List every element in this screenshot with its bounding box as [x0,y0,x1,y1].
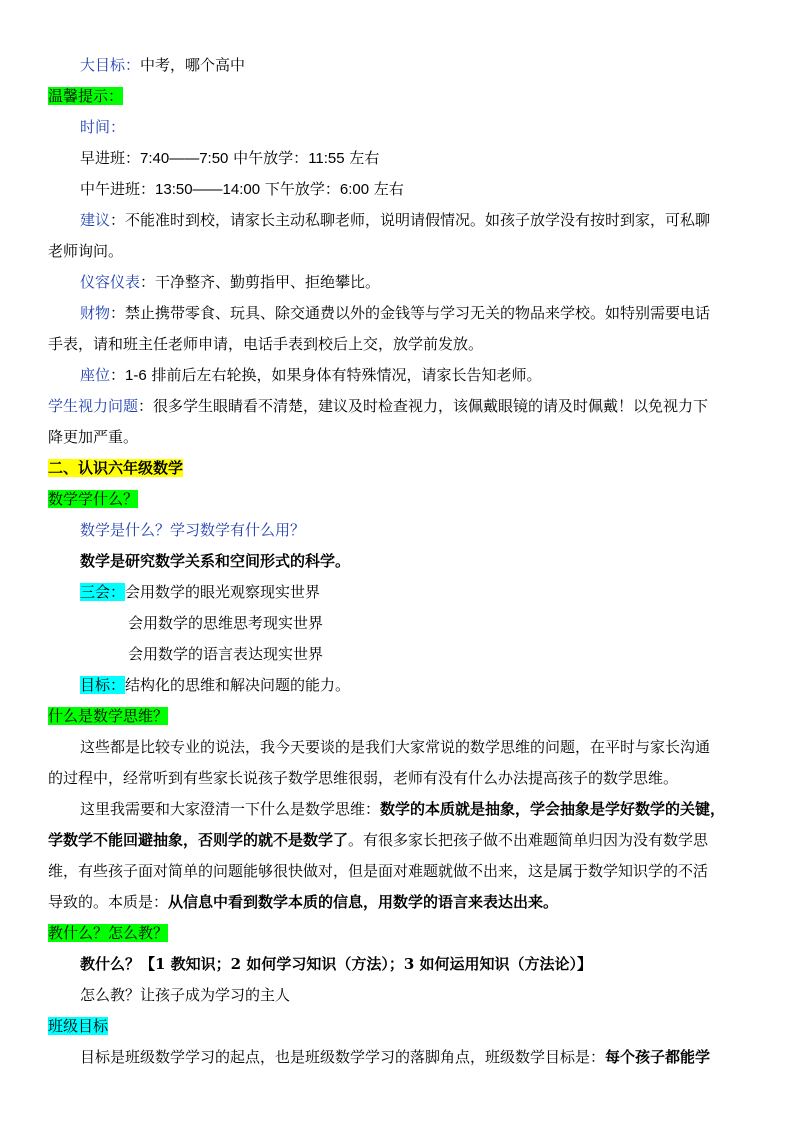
early-class-time2: 11:55 [308,150,345,167]
reminder-heading: 温馨提示： [48,87,124,105]
target-text: 结构化的思维和解决问题的能力。 [125,676,351,694]
para2-text-1-plain: 这里我需要和大家澄清一下什么是数学思维： [80,800,381,818]
belongings-label: 财物 [80,304,111,322]
advice-label: 建议 [80,211,111,229]
belongings-line-2 [48,329,758,360]
class-goal-bold: 每个孩子都能学 [605,1048,711,1066]
advice-line-1 [48,205,758,236]
early-class-mid: 中午放学： [228,149,309,167]
reminder-heading-line [48,81,758,112]
para2-line-1 [48,794,758,825]
math-thinking-heading-line [48,701,758,732]
para2-text-4-bold: 从信息中看到数学本质的信息，用数学的语言来表达出来。 [168,893,559,911]
para1-text-2: 的过程中，经常听到有些家长说孩子数学思维很弱，老师有没有什么办法提高孩子的数学思维。 [48,769,679,787]
class-goal-heading-line [48,1011,758,1042]
appearance-label: 仪容仪表 [80,273,141,291]
appearance-line [48,267,758,298]
belongings-text-2: 手表，请和班主任老师申请，电话手表到校后上交，放学前发放。 [48,335,484,353]
goal-line [48,50,758,81]
para2-line-4 [48,887,758,918]
three-abilities-item-3: 会用数学的语言表达现实世界 [128,645,324,663]
three-abilities-line-2 [48,608,758,639]
goal-sep: ： [125,56,141,74]
early-class-time: 7:40——7:50 [140,150,229,167]
teach-heading: 教什么？怎么教？ [48,924,169,942]
document-page [48,50,758,1073]
early-class-line [48,143,758,174]
para2-line-2 [48,825,758,856]
class-goal-heading: 班级目标 [48,1017,109,1035]
eyesight-text-1: ：很多学生眼睛看不清楚，建议及时检查视力，该佩戴眼镜的请及时佩戴！以免视力下 [138,397,709,415]
belongings-line-1 [48,298,758,329]
para2-text-2-plain: 。有很多家长把孩子做不出难题简单归因为没有数学思 [348,831,709,849]
seat-text: 排前后左右轮换，如果身体有特殊情况，请家长告知老师。 [146,366,542,384]
para2-text-3: 维，有些孩子面对简单的问题能够很快做对，但是面对难题就做不出来，这是属于数学知识学的不活 [48,862,709,880]
math-definition: 数学是研究数学关系和空间形式的科学。 [80,552,351,570]
eyesight-line-2 [48,422,758,453]
class-goal-plain: 目标是班级数学学习的起点，也是班级数学学习的落脚角点，班级数学目标是： [80,1048,606,1066]
teach-heading-line [48,918,758,949]
belongings-text-1: ：禁止携带零食、玩具、除交通费以外的金钱等与学习无关的物品来学校。如特别需要电话 [110,304,711,322]
appearance-text: ：干净整齐、勤剪指甲、拒绝攀比。 [140,273,381,291]
teach-what: 教什么？【1 教知识；2 如何学习知识（方法）；3 如何运用知识（方法论）】 [80,955,592,973]
target-line [48,670,758,701]
teach-how: 怎么教？让孩子成为学习的主人 [80,986,291,1004]
noon-class-mid: 下午放学： [260,180,340,198]
advice-text-1: ：不能准时到校，请家长主动私聊老师，说明请假情况。如孩子放学没有按时到家，可私聊 [110,211,711,229]
noon-class-label: 中午进班： [80,180,156,198]
para2-text-2-bold: 学数学不能回避抽象，否则学的就不是数学了 [48,831,349,849]
target-label: 目标： [80,676,126,694]
three-abilities-label: 三会： [80,583,126,601]
section2-heading: 二、认识六年级数学 [48,459,184,477]
time-label-line [48,112,758,143]
eyesight-text-2: 降更加严重。 [48,428,139,446]
noon-class-time2: 6:00 [339,181,370,198]
noon-class-time: 13:50——14:00 [155,181,261,198]
seat-line [48,360,758,391]
advice-text-2: 老师询问。 [48,242,124,260]
seat-sep: ： [110,366,126,384]
three-abilities-item-2: 会用数学的思维思考现实世界 [128,614,324,632]
para2-line-3 [48,856,758,887]
math-thinking-heading: 什么是数学思维？ [48,707,169,725]
advice-line-2 [48,236,758,267]
goal-label: 大目标 [80,56,126,74]
three-abilities-line-3 [48,639,758,670]
what-math-question: 数学是什么？学习数学有什么用？ [80,521,306,539]
what-math-heading: 数学学什么？ [48,490,139,508]
what-math-heading-line [48,484,758,515]
section2-heading-line [48,453,758,484]
what-math-question-line [48,515,758,546]
eyesight-label: 学生视力问题 [48,397,139,415]
class-goal-line [48,1042,758,1073]
math-definition-line [48,546,758,577]
three-abilities-line-1 [48,577,758,608]
para2-text-1-bold: 数学的本质就是抽象，学会抽象是学好数学的关键， [380,800,726,818]
para1-line-2 [48,763,758,794]
early-class-label: 早进班： [80,149,141,167]
noon-class-line [48,174,758,205]
teach-how-line [48,980,758,1011]
para2-text-4-plain: 导致的。本质是： [48,893,169,911]
teach-what-line [48,949,758,980]
time-label: 时间： [80,118,126,136]
seat-label: 座位 [80,366,111,384]
three-abilities-item-1: 会用数学的眼光观察现实世界 [125,583,321,601]
goal-text: 中考，哪个高中 [140,56,246,74]
eyesight-line-1 [48,391,758,422]
seat-range: 1-6 [125,367,147,384]
noon-class-tail: 左右 [369,180,404,198]
early-class-tail: 左右 [344,149,380,167]
para1-text-1: 这些都是比较专业的说法，我今天要谈的是我们大家常说的数学思维的问题，在平时与家长沟通 [80,738,711,756]
para1-line-1 [48,732,758,763]
